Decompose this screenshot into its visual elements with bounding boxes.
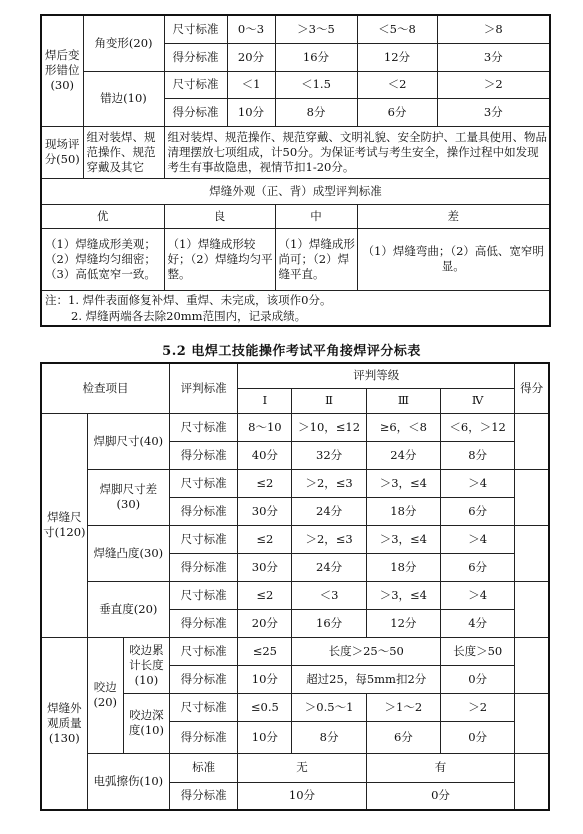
cell: ＞2 [437, 71, 550, 98]
cell: 6分 [357, 98, 437, 126]
cell: ≤2 [238, 469, 292, 497]
site-label: 现场评分(50) [41, 126, 83, 178]
cell: ＞4 [441, 581, 515, 609]
size-std-label: 尺寸标准 [164, 15, 227, 43]
score-std-label: 得分标准 [164, 98, 227, 126]
check-item-header: 检查项目 [41, 363, 169, 413]
size-std-label: 尺寸标准 [164, 71, 227, 98]
note-2: 2. 焊缝两端各去除20mm范围内，记录成绩。 [71, 308, 307, 323]
vertical-label: 垂直度(20) [87, 581, 169, 637]
cell: ≤0.5 [238, 693, 292, 721]
std-label: 标准 [169, 753, 237, 782]
score-cell [515, 525, 549, 581]
cell: 3分 [437, 98, 550, 126]
weld-deform-label: 焊后变形错位(30) [41, 15, 83, 126]
cell: 12分 [357, 43, 437, 71]
site-desc: 组对装焊、规范操作、规范穿戴、文明礼貌、安全防护、工量具使用、物品清理摆放七项组成，计50分。为保证考试与考生安全，操作过程中如发现考生有事故隐患，视情节扣1-20分。 [164, 126, 550, 178]
cell: 18分 [366, 553, 440, 581]
score-std-label: 得分标准 [169, 782, 237, 810]
score-std-label: 得分标准 [169, 609, 237, 637]
cell: 40分 [238, 441, 292, 469]
cell: ＞0.5～1 [292, 693, 366, 721]
size-std-label: 尺寸标准 [169, 413, 237, 441]
notes [41, 290, 550, 326]
cell: 32分 [292, 441, 366, 469]
grade-medium-desc: （1）焊缝成形尚可；（2）焊缝平直。 [275, 228, 357, 290]
undercut-depth-label: 咬边深度(10) [123, 693, 169, 753]
grade-excellent-desc: （1）焊缝成形美观；（2）焊缝均匀细密；（3）高低宽窄一致。 [41, 228, 164, 290]
cell: ＞3，≤4 [366, 581, 440, 609]
size-std-label: 尺寸标准 [169, 469, 237, 497]
cell: 0～3 [227, 15, 275, 43]
cell: ＞10，≤12 [292, 413, 366, 441]
cell: ＞3，≤4 [366, 469, 440, 497]
offset-label: 错边(10) [83, 71, 164, 126]
leg-label: 焊脚尺寸(40) [87, 413, 169, 469]
weld-size-label: 焊缝尺寸(120) [41, 413, 87, 637]
grade-poor: 差 [357, 204, 550, 228]
score-cell [515, 581, 549, 637]
grade-excellent: 优 [41, 204, 164, 228]
scoring-table-2 [40, 362, 550, 811]
size-std-label: 尺寸标准 [169, 637, 237, 665]
cell: 10分 [238, 721, 292, 753]
cell: 3分 [437, 43, 550, 71]
cell: 16分 [292, 609, 366, 637]
size-std-label: 尺寸标准 [169, 525, 237, 553]
cell: 16分 [275, 43, 357, 71]
cell: ＞2，≤3 [292, 469, 366, 497]
grade-good: 良 [164, 204, 275, 228]
size-std-label: 尺寸标准 [169, 693, 237, 721]
cell: 30分 [238, 497, 292, 525]
level-1: Ⅰ [238, 388, 292, 413]
cell: 4分 [441, 609, 515, 637]
cell: 18分 [366, 497, 440, 525]
score-std-label: 得分标准 [169, 665, 237, 693]
score-cell [515, 469, 549, 525]
score-std-label: 得分标准 [169, 497, 237, 525]
appearance-title: 焊缝外观（正、背）成型评判标准 [41, 178, 550, 204]
grade-title-header: 评判等级 [238, 363, 515, 388]
cell: ≤2 [238, 525, 292, 553]
cell: ＞8 [437, 15, 550, 43]
level-2: Ⅱ [292, 388, 366, 413]
cell: 0分 [441, 665, 515, 693]
cell: 24分 [292, 553, 366, 581]
cell: ≤2 [238, 581, 292, 609]
cell: 无 [238, 753, 366, 782]
cell: 6分 [441, 553, 515, 581]
cell: ＜3 [292, 581, 366, 609]
cell: ＜6，＞12 [441, 413, 515, 441]
cell: ＜2 [357, 71, 437, 98]
angle-label: 角变形(20) [83, 15, 164, 71]
cell: ＞2 [441, 693, 515, 721]
cell: ＞4 [441, 525, 515, 553]
cell: ≤25 [238, 637, 292, 665]
cell: 24分 [366, 441, 440, 469]
cell: 0分 [366, 782, 515, 810]
score-std-label: 得分标准 [169, 441, 237, 469]
cell: 0分 [441, 721, 515, 753]
cell: 20分 [238, 609, 292, 637]
cell: 8分 [275, 98, 357, 126]
scoring-table-1 [40, 14, 551, 327]
score-cell [515, 693, 549, 753]
cell: 10分 [238, 665, 292, 693]
score-std-label: 得分标准 [169, 553, 237, 581]
score-std-label: 得分标准 [164, 43, 227, 71]
size-std-label: 尺寸标准 [169, 581, 237, 609]
grade-medium: 中 [275, 204, 357, 228]
score-cell [515, 637, 549, 693]
appearance-label: 焊缝外观质量(130) [41, 637, 87, 810]
cell: 8分 [292, 721, 366, 753]
cell: ＞3，≤4 [366, 525, 440, 553]
level-3: Ⅲ [366, 388, 440, 413]
score-std-label: 得分标准 [169, 721, 237, 753]
cell: 10分 [238, 782, 366, 810]
score-cell [515, 753, 549, 810]
cell: 8分 [441, 441, 515, 469]
cell: ≥6，＜8 [366, 413, 440, 441]
cell: 长度＞25～50 [292, 637, 441, 665]
judge-std-header: 评判标准 [169, 363, 237, 413]
grade-poor-desc: （1）焊缝弯曲；（2）高低、宽窄明显。 [357, 228, 550, 290]
cell: ＞3～5 [275, 15, 357, 43]
table-2-caption: 5.2 电焊工技能操作考试平角接焊评分标表 [162, 344, 421, 359]
grade-good-desc: （1）焊缝成形较好；（2）焊缝均匀平整。 [164, 228, 275, 290]
note-1: 注：1. 焊件表面修复补焊、重焊、未完成，该项作0分。 [45, 292, 332, 307]
cell: 12分 [366, 609, 440, 637]
cell: 有 [366, 753, 515, 782]
score-header: 得分 [515, 363, 549, 413]
level-4: Ⅳ [441, 388, 515, 413]
cell: 10分 [227, 98, 275, 126]
undercut-length-label: 咬边累计长度(10) [123, 637, 169, 693]
convex-label: 焊缝凸度(30) [87, 525, 169, 581]
undercut-label: 咬边(20) [87, 637, 123, 753]
arc-label: 电弧擦伤(10) [87, 753, 169, 810]
cell: 24分 [292, 497, 366, 525]
cell: 20分 [227, 43, 275, 71]
cell: 长度＞50 [441, 637, 515, 665]
cell: ＜1.5 [275, 71, 357, 98]
cell: 6分 [366, 721, 440, 753]
cell: 6分 [441, 497, 515, 525]
cell: 30分 [238, 553, 292, 581]
score-cell [515, 413, 549, 469]
cell: ＞4 [441, 469, 515, 497]
cell: ＜5～8 [357, 15, 437, 43]
cell: 超过25，每5mm扣2分 [292, 665, 441, 693]
cell: ＜1 [227, 71, 275, 98]
site-items: 组对装焊、规范操作、规范穿戴及其它 [83, 126, 164, 178]
cell: ＞2，≤3 [292, 525, 366, 553]
cell: 8～10 [238, 413, 292, 441]
cell: ＞1～2 [366, 693, 440, 721]
legdiff-label: 焊脚尺寸差(30) [87, 469, 169, 525]
